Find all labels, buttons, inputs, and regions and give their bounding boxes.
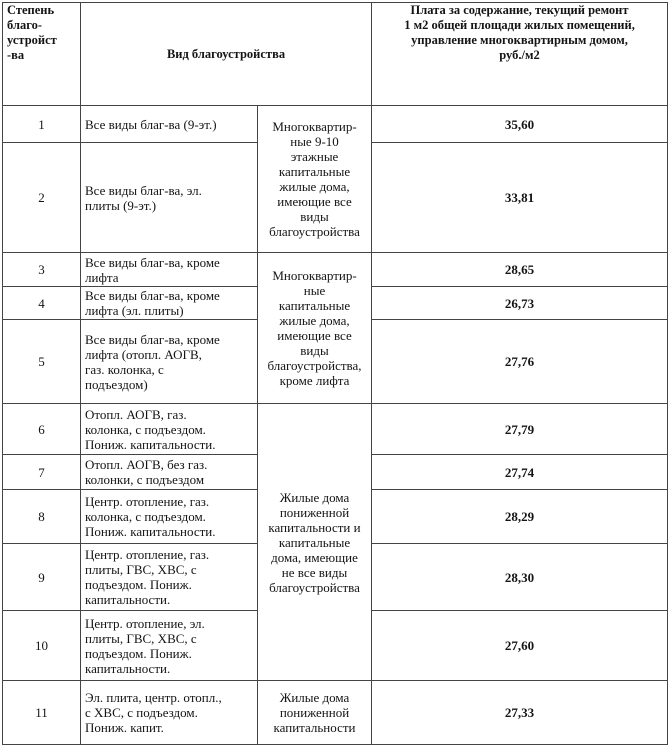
row-number: 8 [3,490,81,544]
group-label: Многоквартир- ные 9-10 этажные капитальные жилые дома, имеющие все виды благоустройства [258,106,372,253]
header-price: Плата за содержание, текущий ремонт 1 м2 общей площади жилых помещений, управление многоквартирным домом, руб./м2 [372,3,668,106]
table-row [3,681,668,745]
row-description: Все виды благ-ва, кроме лифта (эл. плиты) [81,287,258,320]
row-price: 28,65 [372,253,668,287]
row-description: Все виды благ-ва (9-эт.) [81,106,258,143]
row-description: Все виды благ-ва, эл. плиты (9-эт.) [81,143,258,253]
row-description: Все виды благ-ва, кроме лифта (отопл. АОГВ, газ. колонка, с подъездом) [81,320,258,404]
table-row [3,404,668,455]
table-row [3,106,668,143]
header-row [3,3,668,106]
row-description: Центр. отопление, эл. плиты, ГВС, ХВС, с подъездом. Пониж. капитальности. [81,611,258,681]
row-description: Центр. отопление, газ. колонка, с подъездом. Пониж. капитальности. [81,490,258,544]
row-number: 10 [3,611,81,681]
row-description: Отопл. АОГВ, без газ. колонки, с подъездом [81,455,258,490]
row-price: 28,29 [372,490,668,544]
row-description: Все виды благ-ва, кроме лифта [81,253,258,287]
row-price: 27,33 [372,681,668,745]
header-degree: Степень благо- устройст -ва [3,3,81,106]
row-number: 4 [3,287,81,320]
table-row [3,253,668,287]
row-number: 9 [3,544,81,611]
row-price: 27,79 [372,404,668,455]
row-description: Центр. отопление, газ. плиты, ГВС, ХВС, с подъездом. Пониж. капитальности. [81,544,258,611]
row-description: Эл. плита, центр. отопл., с ХВС, с подъездом. Пониж. капит. [81,681,258,745]
row-number: 11 [3,681,81,745]
row-price: 27,76 [372,320,668,404]
row-number: 3 [3,253,81,287]
row-price: 35,60 [372,106,668,143]
group-label: Многоквартир- ные капитальные жилые дома, имеющие все виды благоустройства, кроме лифта [258,253,372,404]
group-label: Жилые дома пониженной капитальности и капитальные дома, имеющие не все виды благоустройства [258,404,372,681]
row-number: 7 [3,455,81,490]
row-price: 27,74 [372,455,668,490]
group-label: Жилые дома пониженной капитальности [258,681,372,745]
row-price: 27,60 [372,611,668,681]
row-description: Отопл. АОГВ, газ. колонка, с подъездом. Пониж. капитальности. [81,404,258,455]
row-price: 28,30 [372,544,668,611]
row-price: 33,81 [372,143,668,253]
row-number: 2 [3,143,81,253]
row-number: 6 [3,404,81,455]
row-number: 5 [3,320,81,404]
tariff-table [2,2,668,745]
row-number: 1 [3,106,81,143]
row-price: 26,73 [372,287,668,320]
header-type: Вид благоустройства [81,3,372,106]
